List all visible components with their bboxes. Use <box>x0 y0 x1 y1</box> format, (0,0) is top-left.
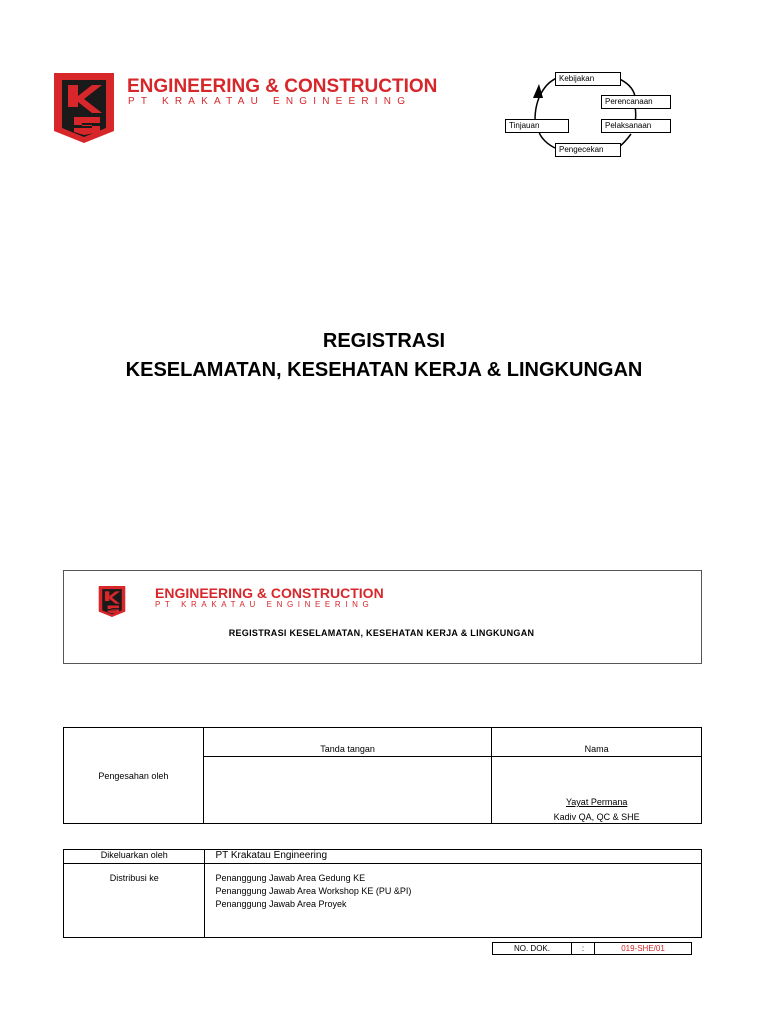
pdca-cycle-diagram <box>505 68 675 163</box>
signature-header: Tanda tangan <box>203 728 492 757</box>
brand-name-small: ENGINEERING & CONSTRUCTION <box>155 585 384 601</box>
distribution-item: Penanggung Jawab Area Proyek <box>215 899 347 909</box>
company-logo-small <box>96 586 128 617</box>
doc-number-label: NO. DOK. <box>493 943 572 955</box>
issued-by-label: Dikeluarkan oleh <box>64 850 205 864</box>
signature-cell <box>203 757 492 824</box>
name-header: Nama <box>492 728 702 757</box>
cycle-pelaksanaan: Pelaksanaan <box>601 119 671 133</box>
company-logo <box>54 73 114 143</box>
approval-table <box>63 727 702 824</box>
document-title: REGISTRASI KESELAMATAN, KESEHATAN KERJA & LINGKUNGAN <box>228 628 535 638</box>
distribution-label: Distribusi ke <box>64 864 205 938</box>
distribution-table <box>63 849 702 938</box>
doc-number-separator: : <box>572 943 595 955</box>
brand-name: ENGINEERING & CONSTRUCTION <box>127 76 438 97</box>
cycle-pengecekan: Pengecekan <box>555 143 621 157</box>
page-title-line1: REGISTRASI <box>322 330 446 352</box>
distribution-list <box>205 864 702 938</box>
approval-label: Pengesahan oleh <box>64 728 204 824</box>
page-title-line2: KESELAMATAN, KESEHATAN KERJA & LINGKUNGAN <box>125 359 643 381</box>
doc-number-value: 019-SHE/01 <box>595 943 692 955</box>
cycle-tinjauan: Tinjauan <box>505 119 569 133</box>
cycle-kebijakan: Kebijakan <box>555 72 621 86</box>
brand-subtitle: PT KRAKATAU ENGINEERING <box>128 96 412 107</box>
approver-name: Yayat Permana <box>565 797 628 807</box>
brand-subtitle-small: PT KRAKATAU ENGINEERING <box>155 600 374 609</box>
distribution-item: Penanggung Jawab Area Workshop KE (PU &PI) <box>215 886 412 896</box>
distribution-item: Penanggung Jawab Area Gedung KE <box>215 873 366 883</box>
name-cell <box>492 757 702 824</box>
cycle-perencanaan: Perencanaan <box>601 95 671 109</box>
doc-number-table <box>492 942 692 955</box>
approver-role: Kadiv QA, QC & SHE <box>553 812 640 822</box>
issued-by-value: PT Krakatau Engineering <box>205 850 702 864</box>
